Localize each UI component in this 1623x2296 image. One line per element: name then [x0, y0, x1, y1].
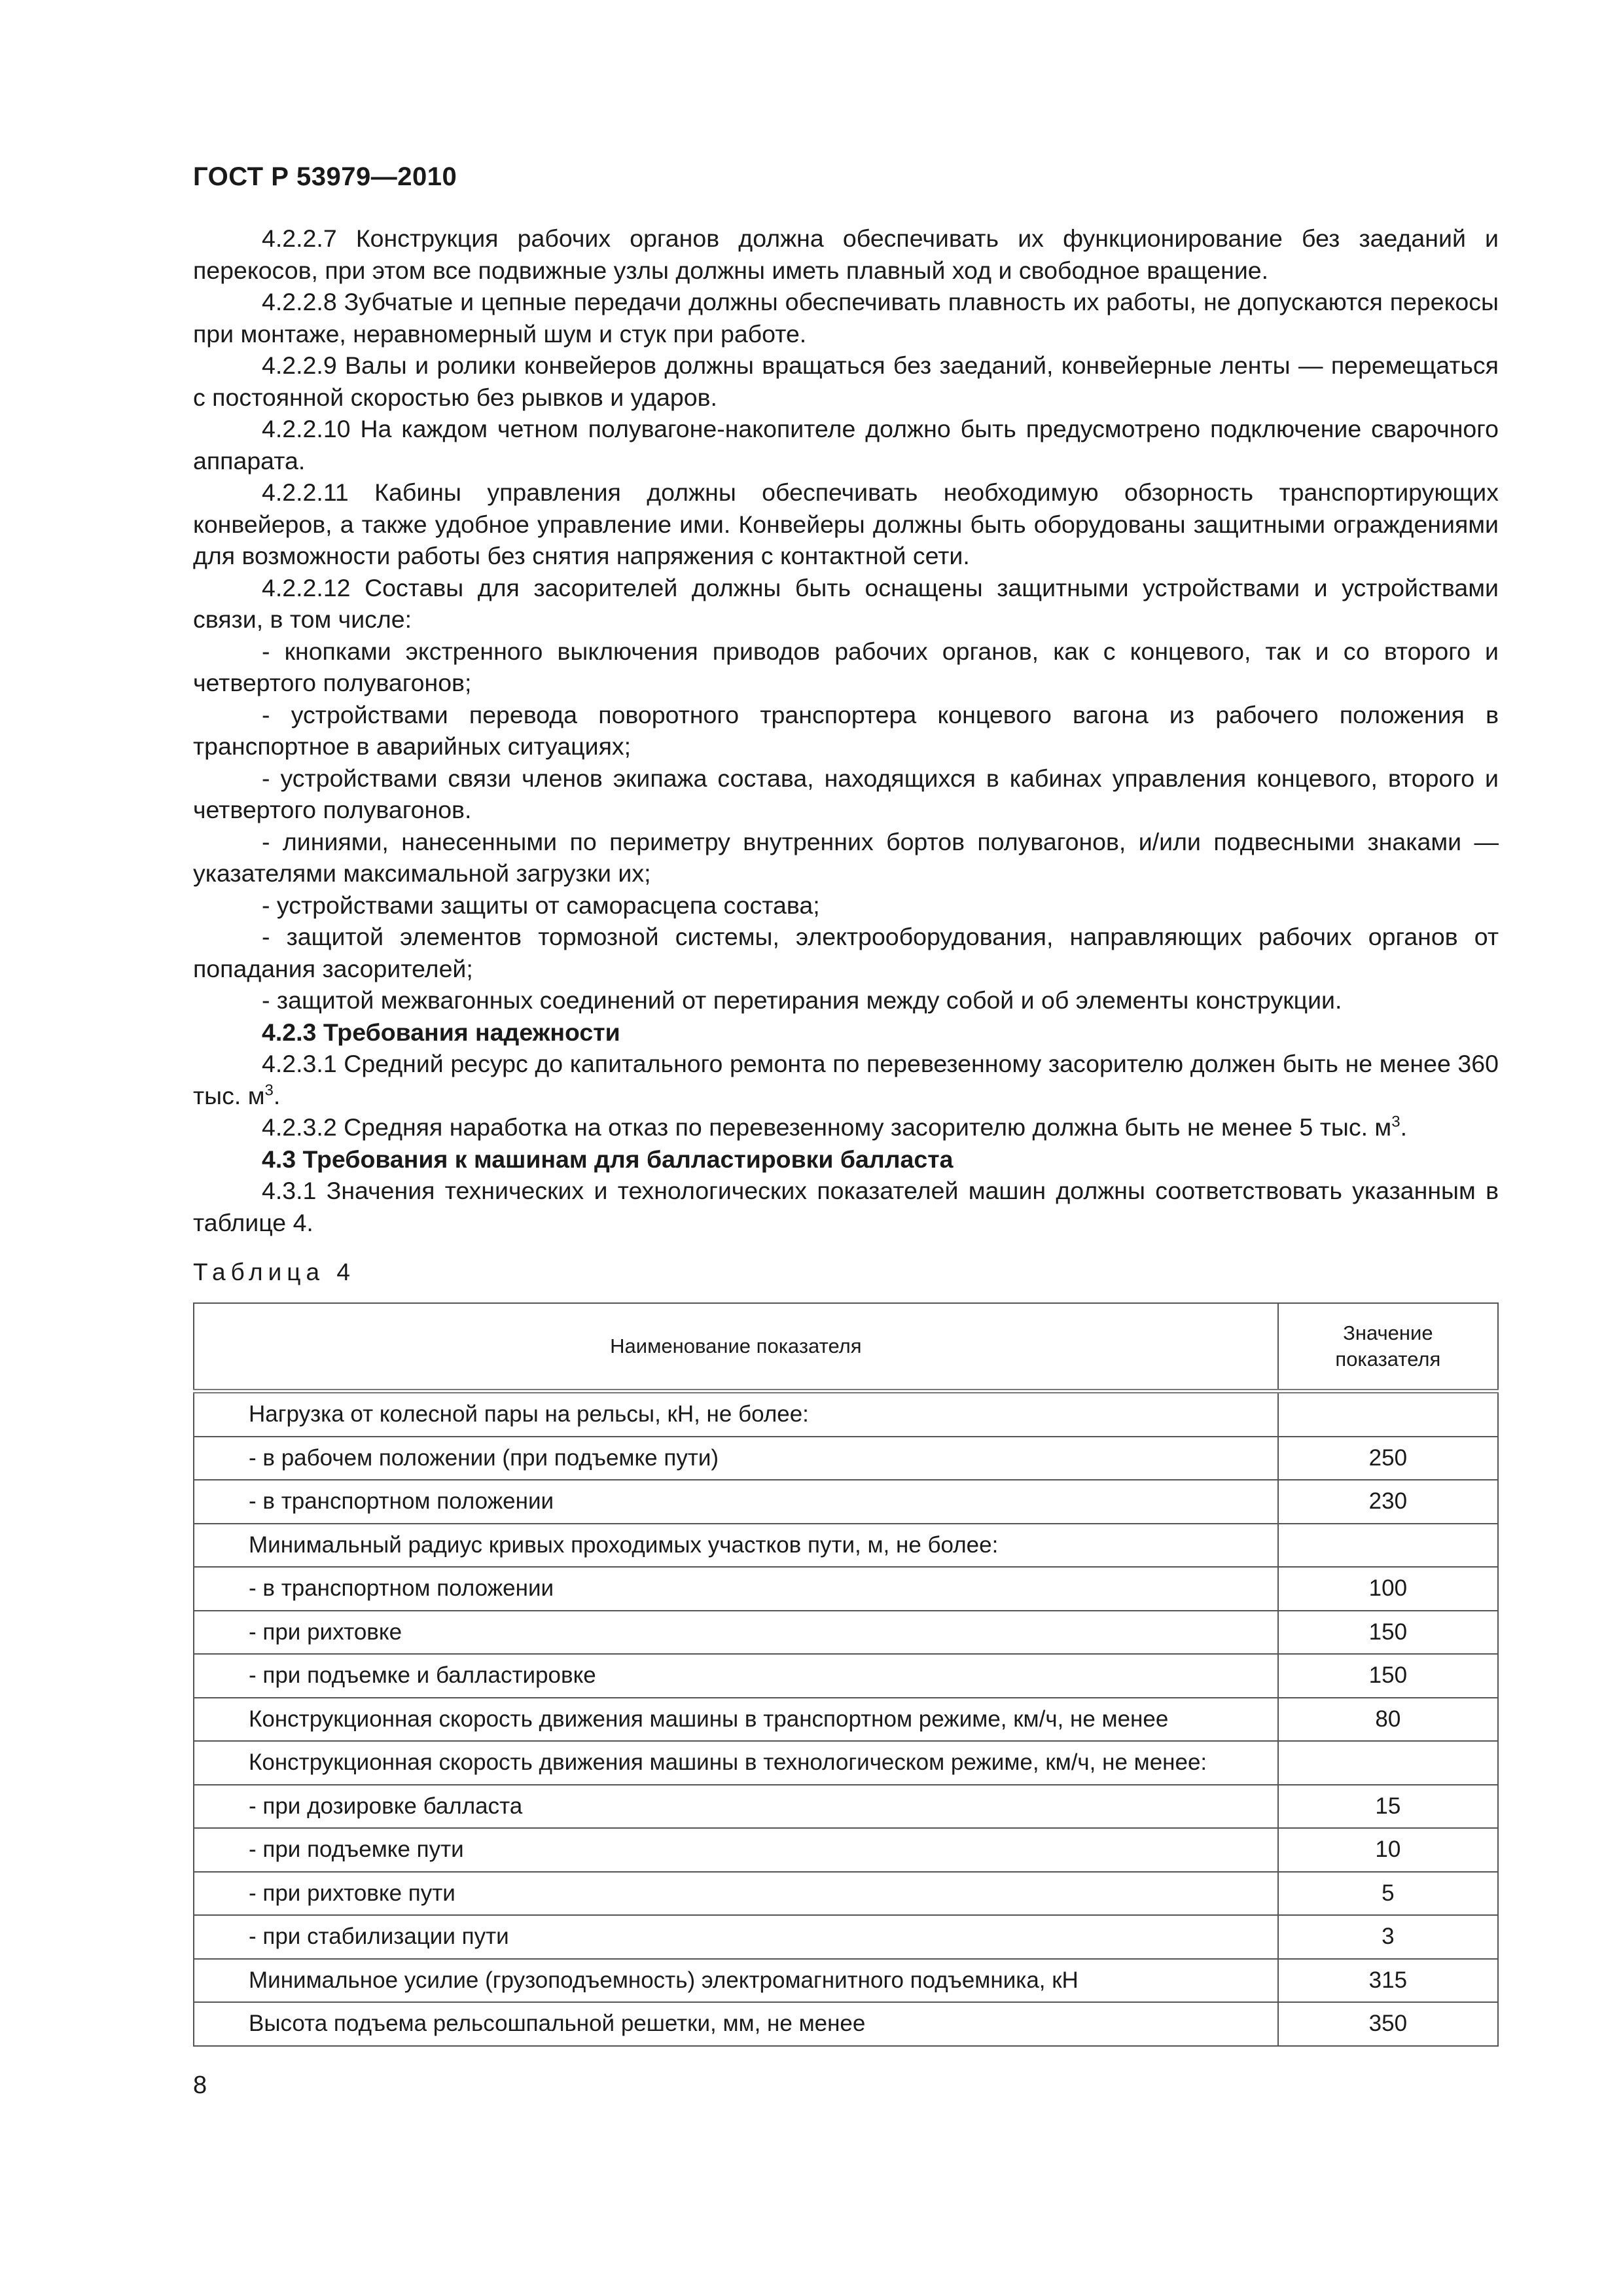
table-cell-value: 250: [1278, 1437, 1498, 1480]
table-cell-name: - при рихтовке пути: [194, 1872, 1278, 1916]
paragraph: 4.2.2.7 Конструкция рабочих органов должна обеспечивать их функционирование без заеданий и перекосов, при этом все подвижные узлы должны иметь плавный ход и свободное вращение.: [193, 224, 1499, 284]
table-cell-value: 10: [1278, 1828, 1498, 1872]
table-row: [194, 1437, 1498, 1480]
superscript: 3: [264, 1081, 274, 1099]
table-caption: Таблица 4: [193, 1259, 355, 1285]
table-row: [194, 1959, 1498, 2003]
column-header-value-line: Значение: [1343, 1321, 1433, 1344]
table-cell-value: 315: [1278, 1959, 1498, 2003]
page-number: 8: [193, 2072, 207, 2099]
paragraph-end: .: [1400, 1113, 1407, 1141]
paragraph: 4.3.1 Значения технических и технологических показателей машин должны соответствовать указанным в таблице 4.: [193, 1177, 1499, 1236]
table-cell-value: 350: [1278, 2002, 1498, 2046]
table-row: [194, 1698, 1498, 1742]
table-cell-name: Конструкционная скорость движения машины в технологическом режиме, км/ч, не менее:: [194, 1741, 1278, 1785]
table-cell-value: 100: [1278, 1567, 1498, 1611]
table-cell-value: [1278, 1741, 1498, 1785]
list-item: - защитой межвагонных соединений от перетирания между собой и об элементы конструкции.: [262, 986, 1342, 1014]
table-cell-name: - при подъемке и балластировке: [194, 1654, 1278, 1698]
paragraph: [193, 1048, 1499, 1111]
column-header-name: Наименование показателя: [194, 1303, 1278, 1391]
table-row: [194, 1785, 1498, 1829]
paragraph: 4.2.2.12 Составы для засорителей должны быть оснащены защитными устройствами и устройствами связи, в том числе:: [193, 573, 1499, 633]
table-cell-name: Минимальное усилие (грузоподъемность) электромагнитного подъемника, кН: [194, 1959, 1278, 2003]
spec-table: [193, 1302, 1499, 2047]
table-cell-value: 150: [1278, 1611, 1498, 1655]
table-cell-name: Конструкционная скорость движения машины в транспортном режиме, км/ч, не менее: [194, 1698, 1278, 1742]
table-row: [194, 1611, 1498, 1655]
paragraph-text: 4.2.3.1 Средний ресурс до капитального ремонта по перевезенному засорителю должен быть не менее 360 тыс. м: [193, 1050, 1499, 1109]
table-cell-name: - при стабилизации пути: [194, 1915, 1278, 1959]
table-cell-value: 5: [1278, 1872, 1498, 1916]
table-row: [194, 2002, 1498, 2046]
section-heading-4-2-3: 4.2.3 Требования надежности: [262, 1018, 620, 1046]
table-cell-name: Минимальный радиус кривых проходимых участков пути, м, не более:: [194, 1524, 1278, 1568]
paragraph: 4.2.2.8 Зубчатые и цепные передачи должны обеспечивать плавность их работы, не допускаются перекосы при монтаже, неравномерный шум и стук при работе.: [193, 288, 1499, 348]
list-item: - защитой элементов тормозной системы, электрооборудования, направляющих рабочих органов от попадания засорителей;: [193, 923, 1499, 982]
section-heading-4-3: 4.3 Требования к машинам для балластировки балласта: [262, 1145, 954, 1173]
table-row: [194, 1654, 1498, 1698]
list-item: - устройствами связи членов экипажа состава, находящихся в кабинах управления концевого, второго и четвертого полувагонов.: [193, 764, 1499, 823]
list-item: - устройствами защиты от саморасцепа состава;: [262, 891, 820, 919]
table-row: [194, 1741, 1498, 1785]
table-cell-name: - в рабочем положении (при подъемке пути): [194, 1437, 1278, 1480]
table-row: [194, 1480, 1498, 1524]
table-cell-value: [1278, 1524, 1498, 1568]
table-row: [194, 1567, 1498, 1611]
column-header-value: [1278, 1303, 1498, 1391]
table-row: [194, 1524, 1498, 1568]
table-row: [194, 1391, 1498, 1437]
table-row: [194, 1872, 1498, 1916]
table-row: [194, 1828, 1498, 1872]
table-cell-value: 230: [1278, 1480, 1498, 1524]
table-cell-value: [1278, 1391, 1498, 1437]
paragraph: 4.2.2.10 На каждом четном полувагоне-накопителе должно быть предусмотрено подключение сварочного аппарата.: [193, 415, 1499, 475]
paragraph-end: .: [273, 1081, 281, 1109]
table-cell-name: - в транспортном положении: [194, 1567, 1278, 1611]
list-item: - линиями, нанесенными по периметру внутренних бортов полувагонов, и/или подвесными знаками — указателями максимальной загрузки их;: [193, 827, 1499, 887]
table-cell-name: - при подъемке пути: [194, 1828, 1278, 1872]
document-header: ГОСТ Р 53979—2010: [193, 162, 457, 191]
paragraph: [193, 1111, 1499, 1143]
table-cell-value: 80: [1278, 1698, 1498, 1742]
superscript: 3: [1391, 1113, 1400, 1131]
table-cell-name: - при дозировке балласта: [194, 1785, 1278, 1829]
table-cell-name: - в транспортном положении: [194, 1480, 1278, 1524]
table-cell-name: Нагрузка от колесной пары на рельсы, кН, не более:: [194, 1391, 1278, 1437]
table-row: [194, 1915, 1498, 1959]
table-cell-name: - при рихтовке: [194, 1611, 1278, 1655]
table-cell-name: Высота подъема рельсошпальной решетки, мм, не менее: [194, 2002, 1278, 2046]
paragraph: 4.2.2.11 Кабины управления должны обеспечивать необходимую обзорность транспортирующих конвейеров, а также удобное управление ими. Конвейеры должны быть оборудованы защитными ограждениями для возможности работы без снятия напряжения с контактной сети.: [193, 478, 1499, 569]
table-cell-value: 15: [1278, 1785, 1498, 1829]
table-header-row: [194, 1303, 1498, 1391]
table-cell-value: 3: [1278, 1915, 1498, 1959]
list-item: - кнопками экстренного выключения приводов рабочих органов, как с концевого, так и со второго и четвертого полувагонов;: [193, 637, 1499, 696]
paragraph-text: 4.2.3.2 Средняя наработка на отказ по перевезенному засорителю должна быть не менее 5 тыс. м: [262, 1113, 1392, 1141]
table-cell-value: 150: [1278, 1654, 1498, 1698]
body-text: [193, 223, 1499, 1238]
list-item: - устройствами перевода поворотного транспортера концевого вагона из рабочего положения в транспортное в аварийных ситуациях;: [193, 700, 1499, 760]
column-header-value-line: показателя: [1335, 1348, 1441, 1371]
paragraph: 4.2.2.9 Валы и ролики конвейеров должны вращаться без заеданий, конвейерные ленты — перемещаться с постоянной скоростью без рывков и ударов.: [193, 351, 1499, 411]
